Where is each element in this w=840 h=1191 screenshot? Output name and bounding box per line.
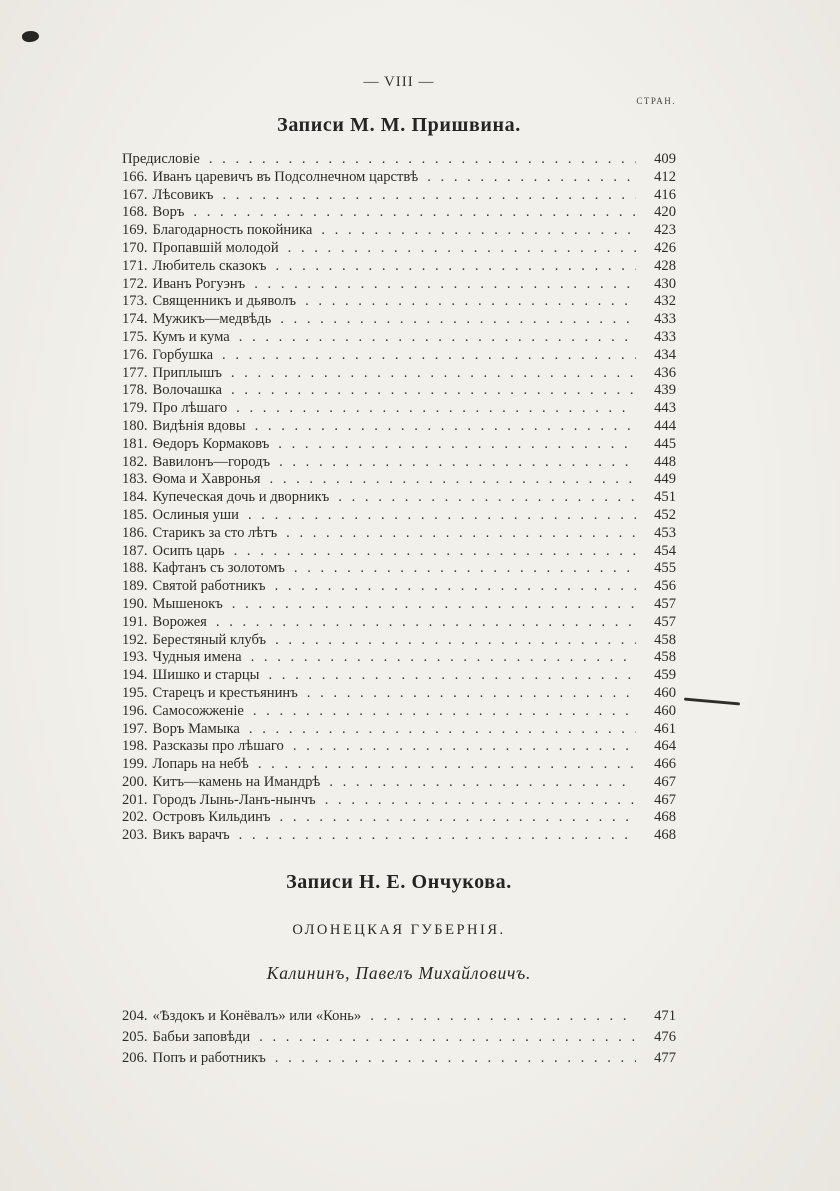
toc-entry-number: 198. <box>122 738 148 755</box>
toc-entry <box>122 827 676 845</box>
toc-entry-page: 423 <box>654 222 676 239</box>
toc-entry-title: Попъ и работникъ <box>152 1050 266 1067</box>
toc-leader-dots <box>305 293 636 311</box>
toc-entry-number: 193. <box>122 649 148 666</box>
toc-entry-title: Берестяный клубъ <box>152 631 267 648</box>
toc-entry-title: Разсказы про лѣшаго <box>152 738 284 755</box>
toc-leader-dots <box>231 365 636 383</box>
toc-entry-number: 189. <box>122 578 148 595</box>
toc-entry-number: 171. <box>122 257 148 274</box>
toc-entry-page: 454 <box>654 542 676 559</box>
toc-leader-dots <box>293 738 636 756</box>
toc-entry-number: 174. <box>122 311 148 328</box>
toc-entry-number: 180. <box>122 417 148 434</box>
toc-entry-title: Ѳедоръ Кормаковъ <box>152 435 270 452</box>
toc-entry-title: Любитель сказокъ <box>152 257 267 274</box>
toc-entry-number: 187. <box>122 542 148 559</box>
toc-entry-title: Городъ Лынь-Ланъ-нынчъ <box>152 791 316 808</box>
toc-entry-page: 460 <box>654 684 676 701</box>
toc-entry-number: 192. <box>122 631 148 648</box>
toc-entry <box>122 596 676 614</box>
toc-entry-page: 448 <box>654 453 676 470</box>
toc-leader-dots <box>280 809 636 827</box>
toc-entry-title: Воръ Мамыка <box>152 720 240 737</box>
toc-leader-dots <box>254 276 636 294</box>
toc-entry-number: 182. <box>122 453 148 470</box>
toc-entry <box>122 1048 676 1069</box>
toc-entry-page: 457 <box>654 595 676 612</box>
toc-entry-number: 181. <box>122 435 148 452</box>
toc-leader-dots <box>193 204 636 222</box>
toc-entry-page: 466 <box>654 756 676 773</box>
toc-entry <box>122 382 676 400</box>
toc-entry <box>122 418 676 436</box>
toc-entry-number: 194. <box>122 667 148 684</box>
toc-leader-dots <box>232 596 636 614</box>
toc-entry-number: 185. <box>122 506 148 523</box>
toc-entry-number: 179. <box>122 400 148 417</box>
toc-entry <box>122 400 676 418</box>
toc-entry-page: 445 <box>654 435 676 452</box>
toc-entry-page: 456 <box>654 578 676 595</box>
toc-entry <box>122 222 676 240</box>
toc-entry-number: 191. <box>122 613 148 630</box>
toc-entry-page: 443 <box>654 400 676 417</box>
toc-entry-page: 451 <box>654 489 676 506</box>
toc-entry-page: 467 <box>654 773 676 790</box>
toc-entry-page: 471 <box>654 1008 676 1025</box>
toc-leader-dots <box>269 667 637 685</box>
toc-entry-title: Ворожея <box>152 613 207 630</box>
toc-entry-number: 176. <box>122 346 148 363</box>
toc-entry-number: 200. <box>122 773 148 790</box>
toc-entry <box>122 169 676 187</box>
toc-entry <box>122 365 676 383</box>
toc-entry-title: Благодарность покойника <box>152 222 313 239</box>
toc-section-1 <box>122 151 676 845</box>
toc-entry-title: Святой работникъ <box>152 578 266 595</box>
toc-entry <box>122 436 676 454</box>
toc-leader-dots <box>275 578 636 596</box>
toc-leader-dots <box>234 543 636 561</box>
toc-entry-page: 464 <box>654 738 676 755</box>
folio-number: — VIII — <box>363 74 435 90</box>
toc-entry-page: 449 <box>654 471 676 488</box>
toc-leader-dots <box>307 685 636 703</box>
toc-entry <box>122 685 676 703</box>
toc-section-2 <box>122 1006 676 1069</box>
toc-leader-dots <box>280 311 636 329</box>
toc-leader-dots <box>270 471 636 489</box>
toc-entry-title: Старикъ за сто лѣтъ <box>152 524 278 541</box>
toc-entry <box>122 489 676 507</box>
toc-entry-page: 439 <box>654 382 676 399</box>
toc-entry <box>122 258 676 276</box>
toc-leader-dots <box>288 240 636 258</box>
toc-entry-page: 432 <box>654 293 676 310</box>
toc-entry <box>122 204 676 222</box>
toc-entry <box>122 329 676 347</box>
toc-leader-dots <box>258 756 636 774</box>
toc-entry-page: 459 <box>654 667 676 684</box>
toc-entry-page: 453 <box>654 524 676 541</box>
toc-entry-number: 196. <box>122 702 148 719</box>
toc-entry-page: 476 <box>654 1029 676 1046</box>
toc-entry-title: Воръ <box>152 204 185 221</box>
toc-entry <box>122 649 676 667</box>
toc-entry-title: Купеческая дочь и дворникъ <box>152 489 330 506</box>
page-header <box>122 74 676 91</box>
toc-leader-dots <box>209 151 636 169</box>
toc-entry-title: Самосожженіе <box>152 702 244 719</box>
toc-entry-title: Вавилонъ—городъ <box>152 453 271 470</box>
toc-entry-number: 178. <box>122 382 148 399</box>
toc-entry-title: Островъ Кильдинъ <box>152 809 271 826</box>
toc-entry-number: 205. <box>122 1029 148 1046</box>
toc-entry-title: Пропавшій молодой <box>152 239 279 256</box>
toc-entry <box>122 1027 676 1048</box>
toc-leader-dots <box>248 507 636 525</box>
toc-leader-dots <box>338 489 636 507</box>
toc-entry <box>122 454 676 472</box>
toc-entry-title: Предисловіе <box>122 151 200 167</box>
toc-entry-page: 430 <box>654 275 676 292</box>
toc-leader-dots <box>294 560 636 578</box>
toc-entry-page: 428 <box>654 257 676 274</box>
toc-leader-dots <box>231 382 636 400</box>
toc-entry-number: 199. <box>122 756 148 773</box>
toc-leader-dots <box>222 187 636 205</box>
section-2-author: Калининъ, Павелъ Михайловичъ. <box>266 963 532 984</box>
toc-entry-title: Мужикъ—медвѣдь <box>152 311 272 328</box>
toc-entry <box>122 276 676 294</box>
toc-entry <box>122 756 676 774</box>
toc-entry-page: 468 <box>654 827 676 844</box>
toc-leader-dots <box>286 525 636 543</box>
toc-entry <box>122 703 676 721</box>
toc-entry <box>122 667 676 685</box>
toc-leader-dots <box>278 436 636 454</box>
toc-entry <box>122 1006 676 1027</box>
toc-entry-page: 452 <box>654 506 676 523</box>
toc-leader-dots <box>427 169 636 187</box>
toc-entry-title: Приплышъ <box>152 364 222 381</box>
toc-entry-title: Кафтанъ съ золотомъ <box>152 560 285 577</box>
toc-entry-title: Старецъ и крестьянинъ <box>152 684 298 701</box>
toc-entry-page: 409 <box>654 151 676 167</box>
page-column-label: СТРАН. <box>636 96 676 106</box>
toc-entry-title: Мышенокъ <box>152 595 223 612</box>
toc-entry <box>122 507 676 525</box>
toc-entry <box>122 525 676 543</box>
toc-leader-dots <box>279 454 636 472</box>
toc-leader-dots <box>255 418 636 436</box>
section-2-title: Записи Н. Е. Ончукова. <box>286 871 512 894</box>
toc-entry-number: 201. <box>122 791 148 808</box>
toc-entry-page: 426 <box>654 239 676 256</box>
toc-entry-number: 167. <box>122 186 148 203</box>
toc-entry-number: 202. <box>122 809 148 826</box>
section-2-subtitle: ОЛОНЕЦКАЯ ГУБЕРНІЯ. <box>292 922 506 939</box>
toc-entry-number: 206. <box>122 1050 148 1067</box>
toc-entry <box>122 809 676 827</box>
toc-leader-dots <box>249 721 636 739</box>
toc-entry-number: 195. <box>122 684 148 701</box>
toc-entry-title: Китъ—камень на Имандрѣ <box>152 773 321 790</box>
toc-entry-page: 458 <box>654 649 676 666</box>
toc-entry-number: 170. <box>122 239 148 256</box>
toc-entry <box>122 347 676 365</box>
toc-leader-dots <box>236 400 636 418</box>
toc-entry-number: 197. <box>122 720 148 737</box>
toc-entry-number: 173. <box>122 293 148 310</box>
toc-entry-title: Ѳома и Хавронья <box>152 471 261 488</box>
toc-entry-title: Иванъ Рогуэнъ <box>152 275 246 292</box>
toc-entry-page: 436 <box>654 364 676 381</box>
toc-leader-dots <box>275 632 636 650</box>
toc-entry-page: 412 <box>654 168 676 185</box>
toc-entry <box>122 311 676 329</box>
toc-entry-title: Про лѣшаго <box>152 400 228 417</box>
toc-entry-number: 166. <box>122 168 148 185</box>
toc-leader-dots <box>251 649 636 667</box>
toc-entry <box>122 721 676 739</box>
toc-entry-title: Лѣсовикъ <box>152 186 214 203</box>
toc-entry-page: 433 <box>654 311 676 328</box>
toc-entry-number: 177. <box>122 364 148 381</box>
toc-entry-page: 433 <box>654 328 676 345</box>
toc-entry-title: Чудныя имена <box>152 649 242 666</box>
toc-entry <box>122 632 676 650</box>
toc-entry-title: Видѣнія вдовы <box>152 417 246 434</box>
toc-entry <box>122 792 676 810</box>
toc-entry <box>122 614 676 632</box>
toc-entry-number: 184. <box>122 489 148 506</box>
toc-leader-dots <box>239 329 636 347</box>
toc-leader-dots <box>253 703 636 721</box>
toc-entry-title: Волочашка <box>152 382 222 399</box>
toc-entry-number: 186. <box>122 524 148 541</box>
toc-entry-title: Лопарь на небѣ <box>152 756 249 773</box>
toc-leader-dots <box>329 774 636 792</box>
toc-entry-number: 204. <box>122 1008 148 1025</box>
toc-entry <box>122 471 676 489</box>
toc-entry-title: Шишко и старцы <box>152 667 260 684</box>
toc-entry-title: Викъ варачъ <box>152 827 230 844</box>
toc-entry <box>122 543 676 561</box>
toc-entry <box>122 738 676 756</box>
toc-entry-page: 457 <box>654 613 676 630</box>
toc-entry-page: 467 <box>654 791 676 808</box>
toc-leader-dots <box>222 347 636 365</box>
toc-entry-number: 183. <box>122 471 148 488</box>
toc-entry-title: «Ѣздокъ и Конёвалъ» или «Конь» <box>152 1008 362 1025</box>
toc-leader-dots <box>259 1027 636 1048</box>
toc-entry-title: Горбушка <box>152 346 214 363</box>
toc-entry-number: 169. <box>122 222 148 239</box>
toc-entry-title: Кумъ и кума <box>152 328 230 345</box>
toc-leader-dots <box>275 1048 636 1069</box>
toc-entry-number: 188. <box>122 560 148 577</box>
toc-leader-dots <box>325 792 636 810</box>
toc-entry-page: 458 <box>654 631 676 648</box>
toc-entry-page: 444 <box>654 417 676 434</box>
toc-entry <box>122 240 676 258</box>
toc-entry <box>122 578 676 596</box>
toc-entry-title: Иванъ царевичъ въ Подсолнечном царствѣ <box>152 168 419 185</box>
toc-entry <box>122 560 676 578</box>
toc-entry-page: 416 <box>654 186 676 203</box>
toc-entry <box>122 293 676 311</box>
toc-leader-dots <box>239 827 636 845</box>
toc-entry-title: Ослиныя уши <box>152 506 239 523</box>
toc-entry <box>122 151 676 169</box>
toc-entry-page: 420 <box>654 204 676 221</box>
toc-entry-page: 460 <box>654 702 676 719</box>
toc-entry <box>122 774 676 792</box>
toc-entry <box>122 187 676 205</box>
section-1-title: Записи М. М. Пришвина. <box>277 114 521 136</box>
toc-entry-page: 455 <box>654 560 676 577</box>
toc-leader-dots <box>275 258 636 276</box>
toc-leader-dots <box>216 614 636 632</box>
toc-entry-number: 190. <box>122 595 148 612</box>
toc-entry-number: 203. <box>122 827 148 844</box>
toc-entry-title: Священникъ и дьяволъ <box>152 293 297 310</box>
toc-entry-title: Бабьи заповѣди <box>152 1029 251 1046</box>
toc-entry-title: Осипъ царь <box>152 542 225 559</box>
toc-entry-page: 468 <box>654 809 676 826</box>
toc-entry-page: 434 <box>654 346 676 363</box>
toc-entry-page: 461 <box>654 720 676 737</box>
toc-entry-page: 477 <box>654 1050 676 1067</box>
toc-entry-number: 175. <box>122 328 148 345</box>
toc-entry-number: 172. <box>122 275 148 292</box>
toc-leader-dots <box>321 222 636 240</box>
toc-leader-dots <box>370 1006 636 1027</box>
toc-entry-number: 168. <box>122 204 148 221</box>
